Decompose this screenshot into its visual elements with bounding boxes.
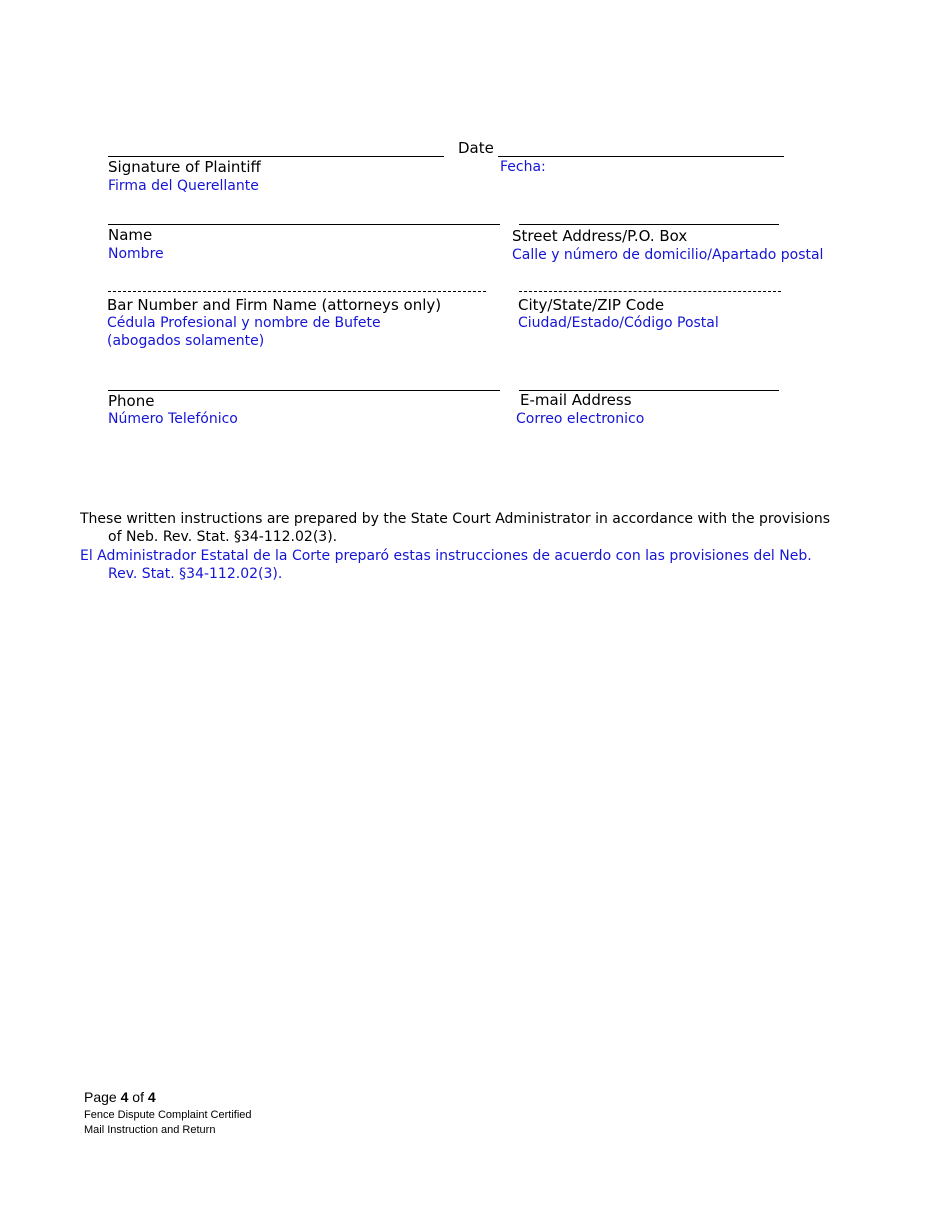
form-title-line1: Fence Dispute Complaint Certified [84, 1109, 252, 1121]
page-current: 4 [120, 1089, 129, 1105]
email-label-es: Correo electronico [516, 411, 645, 427]
phone-label: Phone [108, 392, 155, 410]
signature-label-es: Firma del Querellante [108, 178, 259, 194]
page-prefix: Page [84, 1089, 121, 1105]
instructions-es-line1: El Administrador Estatal de la Corte preparó estas instrucciones de acuerdo con las provisiones del Neb. [80, 548, 812, 564]
instructions-es-line2: Rev. Stat. §34-112.02(3). [108, 566, 283, 582]
city-line[interactable] [519, 291, 781, 292]
street-line[interactable] [519, 224, 779, 225]
bar-number-label-es-1: Cédula Profesional y nombre de Bufete [107, 315, 381, 331]
name-label-es: Nombre [108, 246, 164, 262]
instructions-en-line2: of Neb. Rev. Stat. §34-112.02(3). [108, 529, 338, 545]
email-label: E-mail Address [520, 391, 632, 409]
name-line[interactable] [108, 224, 500, 225]
city-label-es: Ciudad/Estado/Código Postal [518, 315, 719, 331]
instructions-en-line1: These written instructions are prepared by the State Court Administrator in accordance with the provisions [80, 511, 831, 527]
bar-number-label-es-2: (abogados solamente) [107, 333, 265, 349]
name-label: Name [108, 226, 153, 244]
street-label-es: Calle y número de domicilio/Apartado postal [512, 247, 824, 263]
page-number [84, 1089, 156, 1105]
page-of: of [128, 1089, 148, 1105]
date-line[interactable] [498, 156, 784, 157]
street-label: Street Address/P.O. Box [512, 227, 688, 245]
phone-label-es: Número Telefónico [108, 411, 238, 427]
phone-line[interactable] [108, 390, 500, 391]
bar-number-label: Bar Number and Firm Name (attorneys only) [107, 296, 442, 314]
bar-number-line[interactable] [108, 291, 486, 292]
form-title-line2: Mail Instruction and Return [84, 1124, 216, 1136]
city-label: City/State/ZIP Code [518, 296, 665, 314]
date-label-es: Fecha: [500, 159, 546, 175]
signature-line[interactable] [108, 156, 444, 157]
signature-label: Signature of Plaintiff [108, 158, 261, 176]
date-label: Date [458, 139, 494, 157]
page-total: 4 [147, 1089, 156, 1105]
